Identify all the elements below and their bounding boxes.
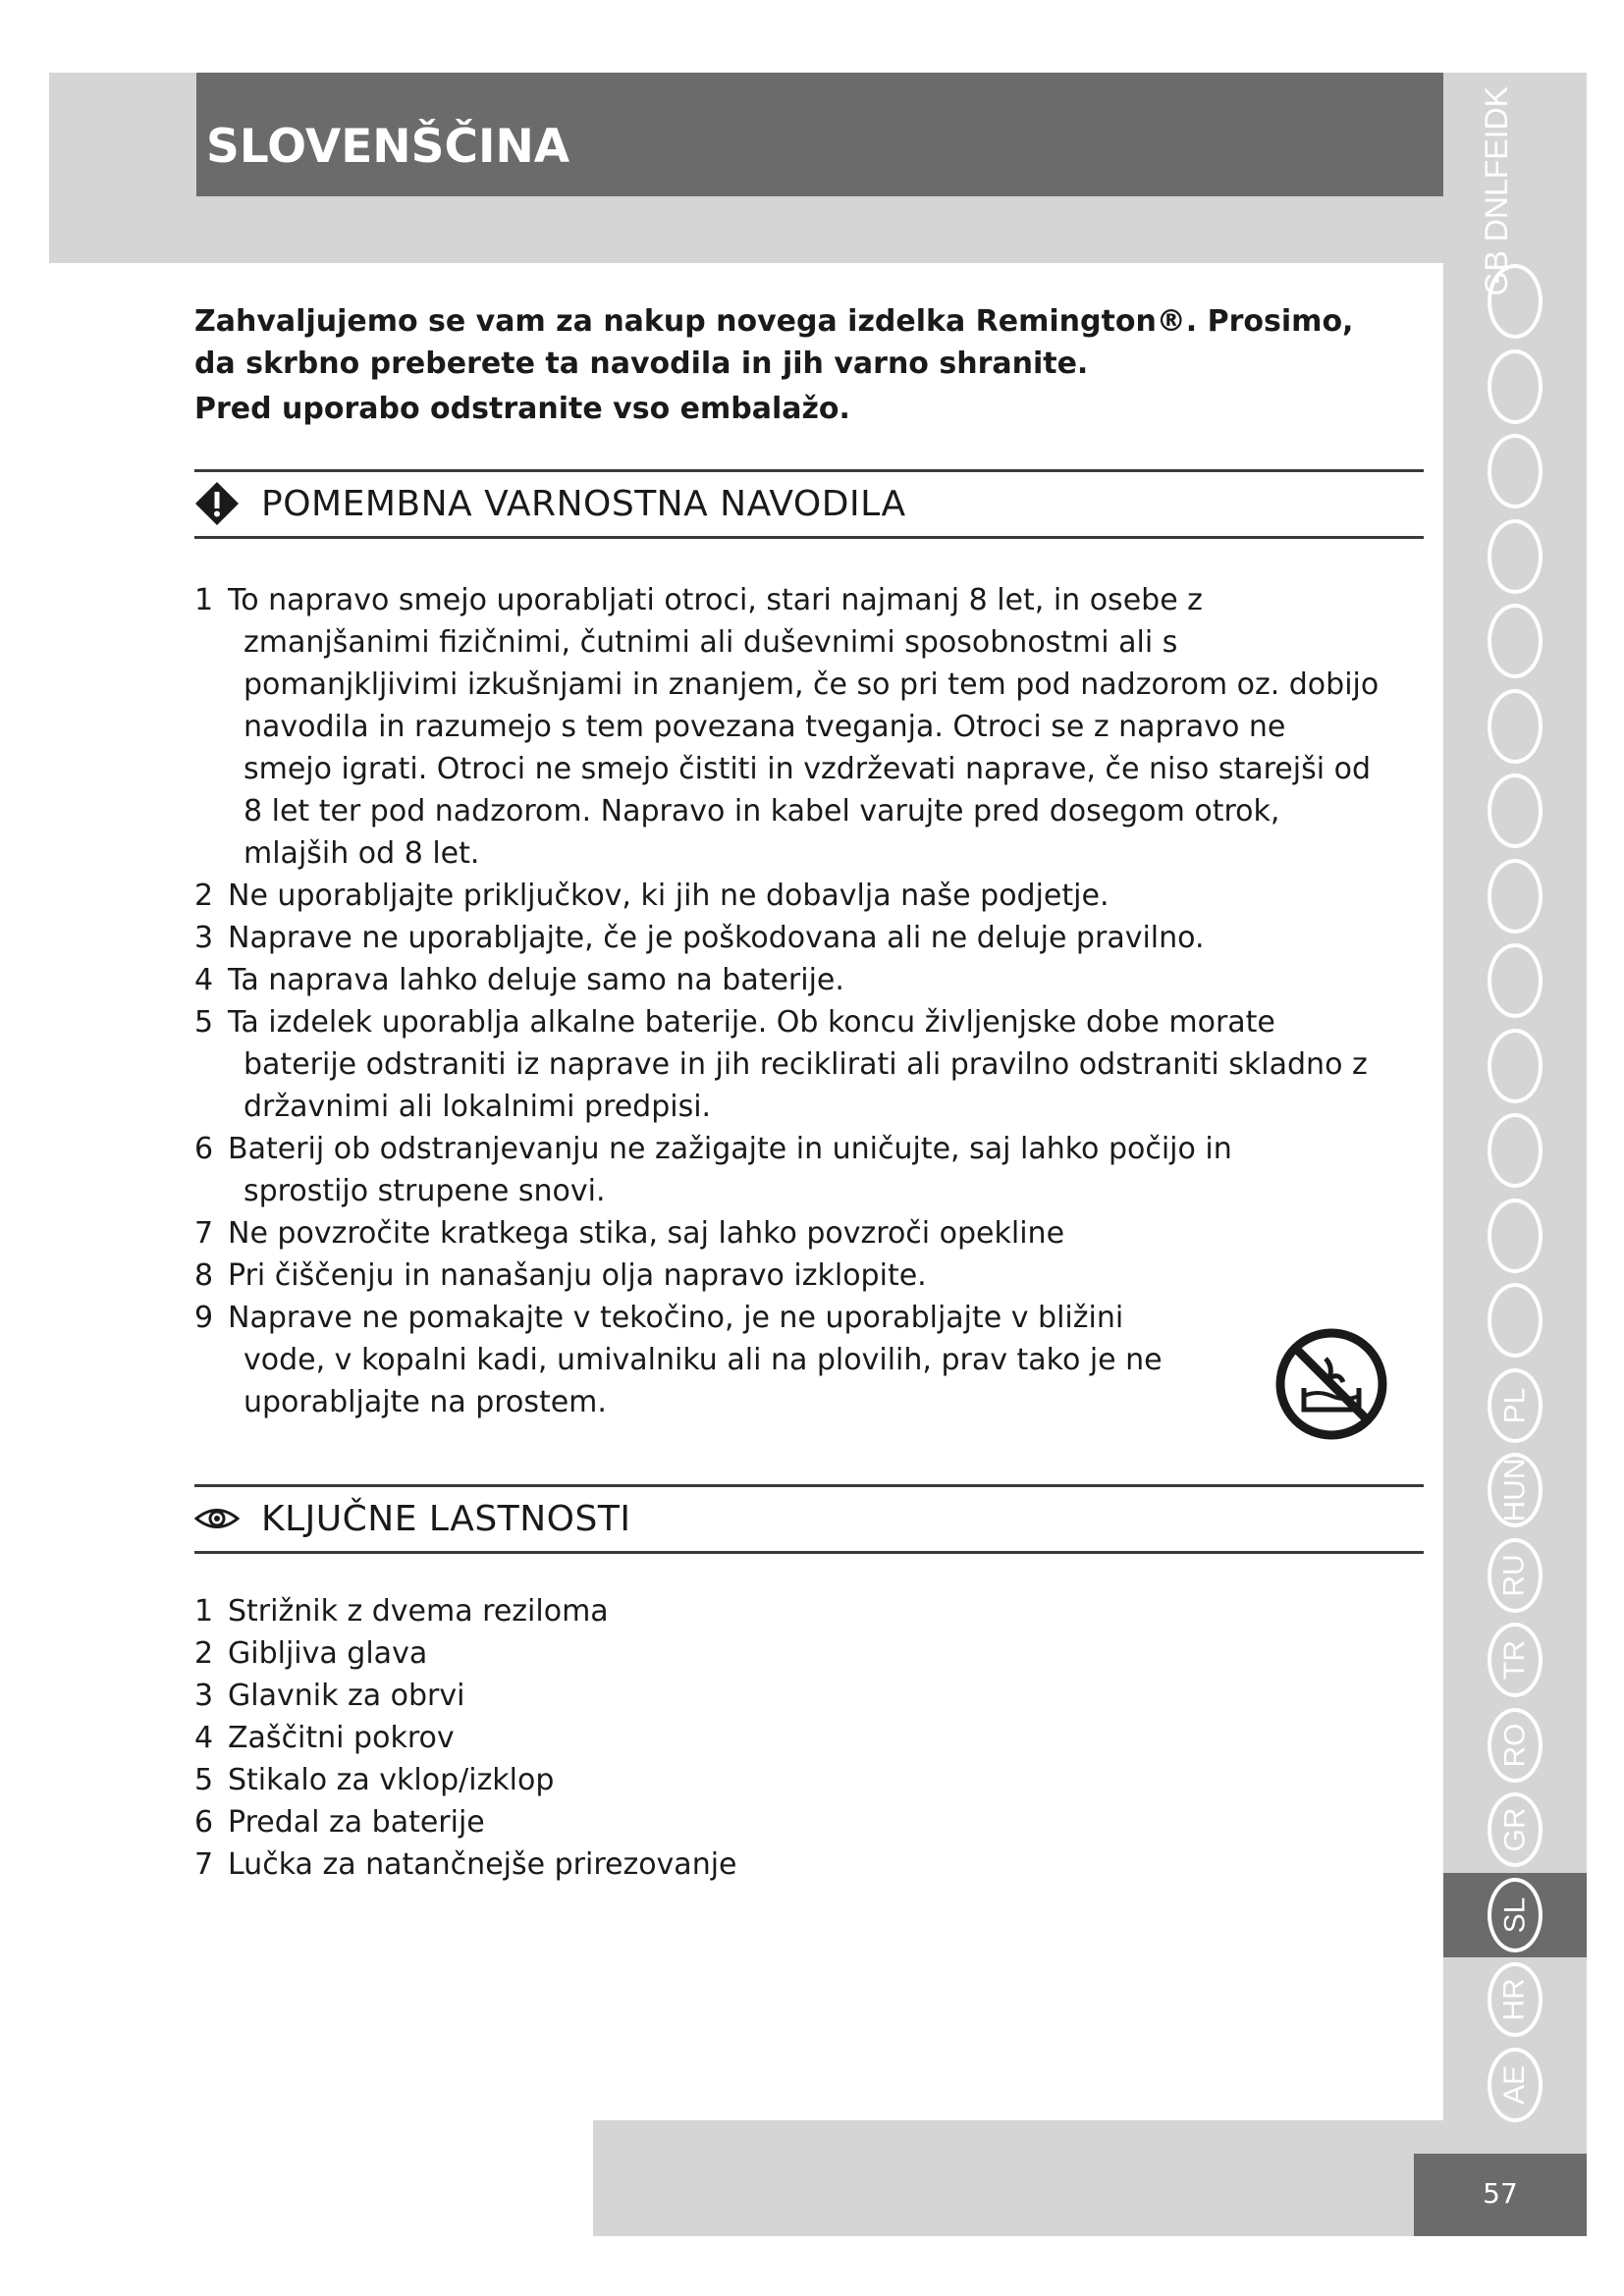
item-text-first: Ne uporabljajte priključkov, ki jih ne dobavlja naše podjetje. bbox=[228, 879, 1110, 913]
item-number: 2 bbox=[194, 1636, 214, 1671]
divider bbox=[194, 1484, 1424, 1487]
feature-item bbox=[194, 1632, 1382, 1675]
intro-line-1: Zahvaljujemo se vam za nakup novega izdelka Remington®. Prosimo, da skrbno preberete ta navodila in jih varno shranite. bbox=[194, 304, 1354, 381]
tab-circle-icon bbox=[1488, 1453, 1543, 1527]
language-tab[interactable] bbox=[1443, 345, 1587, 430]
page-title: SLOVENŠČINA bbox=[206, 120, 570, 174]
item-text: Glavnik za obrvi bbox=[228, 1679, 465, 1713]
item-text bbox=[228, 1212, 1382, 1255]
features-heading bbox=[194, 1496, 630, 1541]
language-tab[interactable] bbox=[1443, 1363, 1587, 1449]
features-heading-text: KLJUČNE LASTNOSTI bbox=[261, 1498, 631, 1539]
item-number: 5 bbox=[194, 1005, 214, 1040]
item-text bbox=[228, 1128, 1382, 1212]
item-text bbox=[228, 1255, 1382, 1297]
language-tab[interactable] bbox=[1443, 684, 1587, 770]
tab-circle-icon bbox=[1488, 1029, 1543, 1103]
item-text-rest: baterije odstraniti iz naprave in jih reciklirati ali pravilno odstraniti skladno z državnimi ali lokalnimi predpisi. bbox=[244, 1047, 1368, 1124]
intro-line-2: Pred uporabo odstranite vso embalažo. bbox=[194, 392, 850, 426]
language-tab[interactable] bbox=[1443, 1788, 1587, 1873]
item-number: 1 bbox=[194, 583, 214, 617]
tab-label: HR bbox=[1498, 1978, 1531, 2021]
safety-item bbox=[194, 1001, 1382, 1128]
warning-diamond-icon bbox=[194, 481, 240, 526]
safety-heading-text: POMEMBNA VARNOSTNA NAVODILA bbox=[261, 483, 906, 524]
language-tab[interactable] bbox=[1443, 2043, 1587, 2128]
tab-label: PL bbox=[1497, 1387, 1531, 1424]
item-text bbox=[228, 1001, 1382, 1128]
title-bar bbox=[196, 73, 1443, 196]
tab-circle-icon bbox=[1488, 1878, 1543, 1952]
safety-item bbox=[194, 959, 1382, 1001]
safety-heading bbox=[194, 481, 906, 526]
tab-label: SL bbox=[1497, 1896, 1531, 1934]
item-number: 1 bbox=[194, 1594, 214, 1629]
tab-label: AE bbox=[1498, 2064, 1531, 2105]
divider bbox=[194, 536, 1424, 539]
item-text-rest: sprostijo strupene snovi. bbox=[244, 1174, 606, 1208]
item-text bbox=[228, 875, 1382, 917]
item-number: 9 bbox=[194, 1301, 214, 1335]
language-tab[interactable] bbox=[1443, 1703, 1587, 1789]
language-tabs bbox=[1443, 73, 1587, 2120]
item-text-first: Naprave ne uporabljajte, če je poškodovana ali ne deluje pravilno. bbox=[228, 921, 1205, 955]
item-number: 6 bbox=[194, 1805, 214, 1840]
tab-circle-icon bbox=[1488, 349, 1543, 424]
safety-item bbox=[194, 917, 1382, 959]
language-tab-top[interactable]: GB DNLFEIDK bbox=[1479, 86, 1514, 296]
item-text-first: Ne povzročite kratkega stika, saj lahko povzroči opekline bbox=[228, 1216, 1065, 1251]
item-number: 5 bbox=[194, 1763, 214, 1797]
tab-circle-icon bbox=[1488, 1283, 1543, 1358]
safety-item bbox=[194, 875, 1382, 917]
feature-item bbox=[194, 1801, 1382, 1843]
tab-circle-icon bbox=[1488, 604, 1543, 678]
safety-item bbox=[194, 1297, 1216, 1423]
item-number: 7 bbox=[194, 1216, 214, 1251]
tab-circle-icon bbox=[1488, 1792, 1543, 1867]
item-text bbox=[228, 959, 1382, 1001]
tab-label: GR bbox=[1498, 1807, 1531, 1852]
item-number: 2 bbox=[194, 879, 214, 913]
item-text bbox=[228, 917, 1382, 959]
language-tab[interactable] bbox=[1443, 1278, 1587, 1363]
item-text-first: Ta naprava lahko deluje samo na baterije. bbox=[228, 963, 844, 997]
tab-circle-icon bbox=[1488, 434, 1543, 508]
tab-circle-icon bbox=[1488, 264, 1543, 339]
language-tab[interactable] bbox=[1443, 1533, 1587, 1619]
intro-text bbox=[194, 300, 1402, 430]
item-text-rest: vode, v kopalni kadi, umivalniku ali na plovilih, prav tako je ne uporabljajte na prostem. bbox=[244, 1343, 1163, 1419]
item-number: 3 bbox=[194, 1679, 214, 1713]
safety-list bbox=[194, 579, 1382, 1423]
tab-circle-icon bbox=[1488, 1623, 1543, 1697]
language-tab[interactable] bbox=[1443, 514, 1587, 600]
tab-circle-icon bbox=[1488, 1708, 1543, 1783]
language-tab[interactable] bbox=[1443, 769, 1587, 854]
feature-item bbox=[194, 1590, 1382, 1632]
page-number: 57 bbox=[1483, 2177, 1518, 2210]
item-text-first: Naprave ne pomakajte v tekočino, je ne uporabljajte v bližini bbox=[228, 1301, 1124, 1335]
tab-circle-icon bbox=[1488, 689, 1543, 764]
features-list bbox=[194, 1590, 1382, 1886]
language-tab[interactable] bbox=[1443, 854, 1587, 939]
item-text bbox=[228, 579, 1382, 875]
feature-item bbox=[194, 1717, 1382, 1759]
feature-item bbox=[194, 1843, 1382, 1886]
language-tab[interactable] bbox=[1443, 938, 1587, 1024]
item-number: 7 bbox=[194, 1847, 214, 1882]
tab-circle-icon bbox=[1488, 859, 1543, 934]
safety-item bbox=[194, 1128, 1382, 1212]
item-number: 3 bbox=[194, 921, 214, 955]
item-text: Gibljiva glava bbox=[228, 1636, 428, 1671]
language-tab[interactable] bbox=[1443, 259, 1587, 345]
item-text: Predal za baterije bbox=[228, 1805, 485, 1840]
safety-item bbox=[194, 1255, 1382, 1297]
tab-label: HUN bbox=[1498, 1458, 1531, 1522]
item-text bbox=[228, 1297, 1216, 1423]
page-number-box bbox=[1414, 2154, 1587, 2236]
no-water-icon bbox=[1274, 1327, 1388, 1441]
tab-circle-icon bbox=[1488, 943, 1543, 1018]
feature-item bbox=[194, 1759, 1382, 1801]
feature-item bbox=[194, 1675, 1382, 1717]
language-tab[interactable] bbox=[1443, 1618, 1587, 1703]
item-number: 6 bbox=[194, 1132, 214, 1166]
language-tab[interactable] bbox=[1443, 1448, 1587, 1533]
item-text: Stikalo za vklop/izklop bbox=[228, 1763, 555, 1797]
tab-label: RU bbox=[1498, 1554, 1531, 1597]
tab-label: TR bbox=[1498, 1640, 1531, 1681]
item-text-first: To napravo smejo uporabljati otroci, stari najmanj 8 let, in osebe z bbox=[228, 583, 1203, 617]
tab-label: RO bbox=[1498, 1723, 1531, 1768]
divider bbox=[194, 469, 1424, 472]
language-tab[interactable] bbox=[1443, 1957, 1587, 2043]
language-tab[interactable] bbox=[1443, 599, 1587, 684]
language-tab[interactable] bbox=[1443, 429, 1587, 514]
item-text: Lučka za natančnejše prirezovanje bbox=[228, 1847, 737, 1882]
item-number: 4 bbox=[194, 963, 214, 997]
tab-circle-icon bbox=[1488, 1113, 1543, 1188]
language-tab[interactable] bbox=[1443, 1873, 1587, 1958]
item-text: Strižnik z dvema reziloma bbox=[228, 1594, 609, 1629]
item-text-first: Ta izdelek uporablja alkalne baterije. Ob koncu življenjske dobe morate bbox=[228, 1005, 1275, 1040]
divider bbox=[194, 1551, 1424, 1554]
tab-circle-icon bbox=[1488, 1368, 1543, 1443]
language-tab[interactable] bbox=[1443, 1108, 1587, 1194]
item-number: 8 bbox=[194, 1258, 214, 1293]
language-tab[interactable] bbox=[1443, 1024, 1587, 1109]
safety-item bbox=[194, 579, 1382, 875]
tab-circle-icon bbox=[1488, 2048, 1543, 2122]
tab-circle-icon bbox=[1488, 519, 1543, 594]
language-tab[interactable] bbox=[1443, 1194, 1587, 1279]
item-text-rest: zmanjšanimi fizičnimi, čutnimi ali duševnimi sposobnostmi ali s pomanjkljivimi izkušnjami in znanjem, če so pri tem pod nadzorom oz. dobijo navodila in razumejo s tem povezana tveganja. Otroci se z napravo ne smejo igrati. Otroci ne smejo čistiti in vzdrževati naprave, če niso starejši od 8 let ter pod nadzorom. Napravo in kabel varujte pred dosegom otrok, mlajših od 8 let. bbox=[244, 625, 1380, 871]
tab-circle-icon bbox=[1488, 1962, 1543, 2037]
item-text-first: Pri čiščenju in nanašanju olja napravo izklopite. bbox=[228, 1258, 927, 1293]
tab-circle-icon bbox=[1488, 1199, 1543, 1273]
item-number: 4 bbox=[194, 1721, 214, 1755]
safety-item bbox=[194, 1212, 1382, 1255]
item-text-first: Baterij ob odstranjevanju ne zažigajte in uničujte, saj lahko počijo in bbox=[228, 1132, 1232, 1166]
tab-circle-icon bbox=[1488, 1538, 1543, 1613]
eye-icon bbox=[194, 1496, 240, 1541]
tab-circle-icon bbox=[1488, 774, 1543, 848]
item-text: Zaščitni pokrov bbox=[228, 1721, 455, 1755]
